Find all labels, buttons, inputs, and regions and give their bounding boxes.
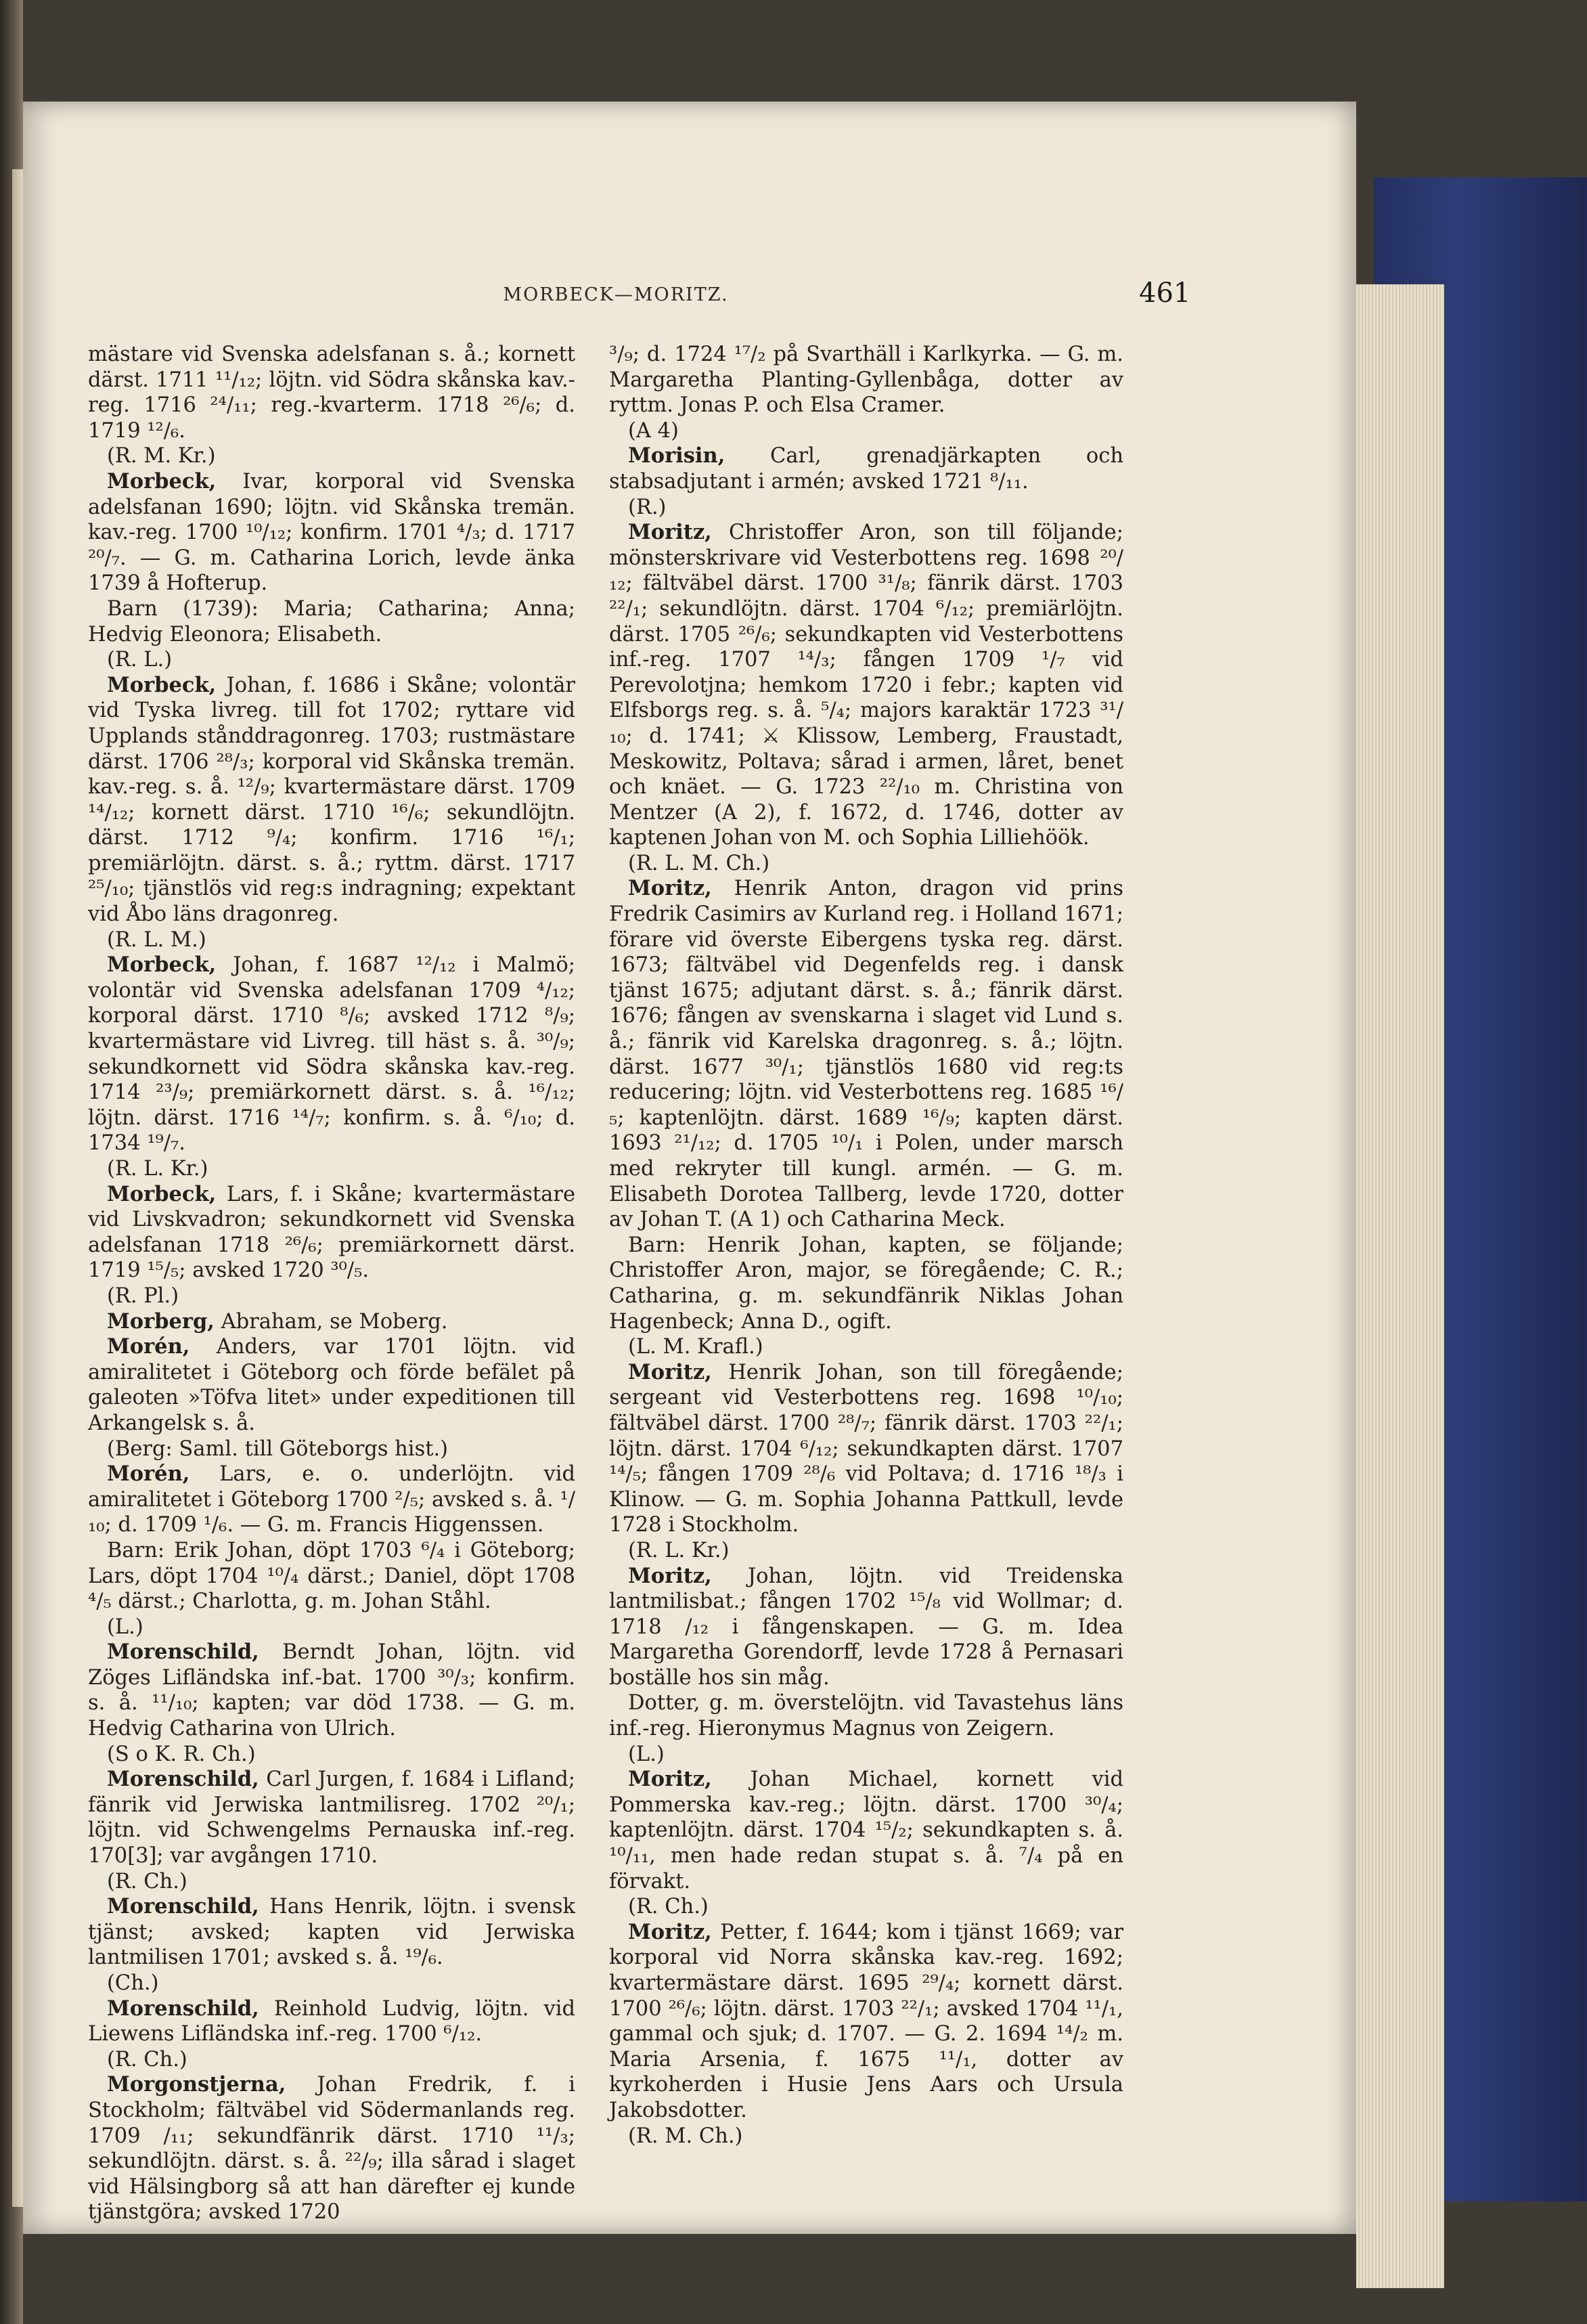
entry-name: Moritz, [628, 1359, 712, 1384]
entry-text: (L.) [628, 1742, 665, 1766]
entry-paragraph [88, 1996, 575, 2047]
entry-name: Morisin, [628, 443, 725, 468]
entry-text: mästare vid Svenska adelsfanan s. å.; kornett därst. 1711 ¹¹/₁₂; löjtn. vid Södra skånska kav.-reg. 1716 ²⁴/₁₁; reg.-kvarterm. 1718 ²⁶/₆; d. 1719 ¹²/₆. [88, 343, 575, 443]
entry-text: Carl, grenadjärkapten och stabsadjutant i armén; avsked 1721 ⁸/₁₁. [609, 444, 1123, 494]
entry-text: Barn: Erik Johan, döpt 1703 ⁶/₄ i Göteborg; Lars, döpt 1704 ¹⁰/₄ därst.; Daniel, döpt 1708 ⁴/₅ därst.; Charlotta, g. m. Johan Ståhl. [88, 1538, 575, 1614]
entry-paragraph [88, 596, 575, 647]
entry-name: Morenschild, [107, 1640, 259, 1665]
entry-paragraph [609, 1233, 1123, 1334]
entry-paragraph [88, 1767, 575, 1868]
entry-text: (R. Ch.) [107, 1869, 187, 1893]
entry-paragraph [88, 1869, 575, 1895]
entry-text: Abraham, se Moberg. [214, 1309, 448, 1334]
entry-text: Anders, var 1701 löjtn. vid amiralitetet i Göteborg och förde befälet på galeoten »Töfva litet» under expeditionen till Arkangelsk s. å. [88, 1335, 575, 1435]
entry-name: Morenschild, [107, 1894, 259, 1919]
entry-paragraph [609, 1564, 1123, 1691]
entry-paragraph [88, 952, 575, 1156]
entry-text: (L. M. Krafl.) [628, 1335, 763, 1359]
entry-paragraph [609, 443, 1123, 494]
entry-text: (R. M. Ch.) [628, 2124, 743, 2148]
entry-name: Morberg, [107, 1309, 215, 1334]
entry-paragraph [609, 1742, 1123, 1768]
entry-text: Reinhold Ludvig, löjtn. vid Liewens Lifländska inf.-reg. 1700 ⁶/₁₂. [88, 1996, 575, 2046]
entry-paragraph [609, 342, 1123, 418]
entry-paragraph [88, 1894, 575, 1971]
entry-paragraph [88, 2047, 575, 2073]
entry-paragraph [88, 342, 575, 443]
entry-name: Morén, [107, 1334, 190, 1359]
entry-text: (R. Ch.) [107, 2047, 187, 2071]
entry-text: Lars, e. o. underlöjtn. vid amiralitetet i Göteborg 1700 ²/₅; avsked s. å. ¹/₁₀; d. 1709 ¹/₆. — G. m. Francis Higgenssen. [88, 1462, 575, 1537]
entry-text: Johan, f. 1686 i Skåne; volontär vid Tyska livreg. till fot 1702; ryttare vid Upplands stånddragonreg. 1703; rustmästare därst. 1706 ²⁸/₃; korporal vid Skånska tremän. kav.-reg. s. å. ¹²/₉; kvartermästare därst. 1709 ¹⁴/₁₂; kornett därst. 1710 ¹⁶/₆; sekundlöjtn. därst. 1712 ⁹/₄; konfirm. 1716 ¹⁶/₁; premiärlöjtn. därst. s. å.; ryttm. därst. 1717 ²⁵/₁₀; tjänstlös vid reg:s indragning; expektant vid Åbo läns dragonreg. [88, 673, 575, 927]
entry-text: Carl Jurgen, f. 1684 i Lifland; fänrik vid Jerwiska lantmilisreg. 1702 ²⁰/₁; löjtn. vid Schwengelms Pernauska inf.-reg. 170[3]; var avgången 1710. [88, 1768, 575, 1868]
entry-name: Morbeck, [107, 952, 217, 978]
entry-paragraph [88, 1462, 575, 1538]
entry-paragraph [609, 1894, 1123, 1920]
entry-text: Johan, löjtn. vid Treidenska lantmilisbat.; fången 1702 ¹⁵/₈ vid Wollmar; d. 1718 /₁₂ i fångenskapen. — G. m. Idea Margaretha Gorendorff, levde 1728 å Pernasari boställe hos sin måg. [609, 1564, 1123, 1690]
entry-text: (Berg: Saml. till Göteborgs hist.) [107, 1437, 449, 1461]
entry-paragraph [609, 1360, 1123, 1538]
entry-text: Berndt Johan, löjtn. vid Zöges Lifländska inf.-bat. 1700 ³⁰/₃; konfirm. s. å. ¹¹/₁₀; kapten; var död 1738. — G. m. Hedvig Catharina von Ulrich. [88, 1640, 575, 1741]
entry-name: Moritz, [628, 876, 712, 901]
entry-text: Petter, f. 1644; kom i tjänst 1669; var korporal vid Norra skånska kav.-reg. 1692; kvartermästare därst. 1695 ²⁹/₄; kornett därst. 1700 ²⁶/₆; löjtn. därst. 1703 ²²/₁; avsked 1704 ¹¹/₁, gammal och sjuk; d. 1707. — G. 2. 1694 ¹⁴/₂ m. Maria Arsenia, f. 1675 ¹¹/₁, dotter av kyrkoherden i Husie Jens Aars och Ursula Jakobsdotter. [609, 1920, 1123, 2122]
entry-text: Johan, f. 1687 ¹²/₁₂ i Malmö; volontär vid Svenska adelsfanan 1709 ⁴/₁₂; korporal därst. 1710 ⁸/₆; avsked 1712 ⁸/₉; kvartermästare vid Livreg. till häst s. å. ³⁰/₉; sekundkornett vid Södra skånska kav.-reg. 1714 ²³/₉; premiärkornett därst. s. å. ¹⁶/₁₂; löjtn. därst. 1716 ¹⁴/₇; konfirm. s. å. ⁶/₁₀; d. 1734 ¹⁹/₇. [88, 953, 575, 1156]
entry-paragraph [609, 1767, 1123, 1894]
entry-text: (R. Pl.) [107, 1284, 179, 1308]
entry-paragraph [88, 1742, 575, 1768]
right-column [609, 342, 1123, 2149]
left-column [88, 342, 575, 2225]
entry-paragraph [609, 1538, 1123, 1564]
entry-text: (R. M. Kr.) [107, 444, 216, 468]
entry-name: Morgonstjerna, [107, 2072, 286, 2097]
entry-text: Dotter, g. m. överstelöjtn. vid Tavastehus läns inf.-reg. Hieronymus Magnus von Zeigern. [609, 1691, 1123, 1741]
entry-text: (L.) [107, 1615, 143, 1639]
entry-name: Morbeck, [107, 468, 217, 494]
entry-text: (R. L.) [107, 648, 173, 672]
entry-paragraph [88, 1437, 575, 1462]
entry-text: Ivar, korporal vid Svenska adelsfanan 1690; löjtn. vid Skånska tremän. kav.-reg. 1700 ¹⁰/₁₂; konfirm. 1701 ⁴/₃; d. 1717 ²⁰/₇. — G. m. Catharina Lorich, levde änka 1739 å Hofterup. [88, 469, 575, 596]
entry-paragraph [88, 1309, 575, 1335]
entry-paragraph [88, 1640, 575, 1741]
entry-text: (R. L. M. Ch.) [628, 851, 770, 875]
entry-name: Moritz, [628, 1919, 712, 1944]
entry-paragraph [88, 2072, 575, 2225]
entry-text: Barn (1739): Maria; Catharina; Anna; Hedvig Eleonora; Elisabeth. [88, 596, 575, 646]
entry-text: (S o K. R. Ch.) [107, 1742, 256, 1766]
entry-name: Morenschild, [107, 1767, 259, 1792]
page-number: 461 [1139, 278, 1191, 309]
entry-paragraph [88, 647, 575, 673]
entry-text: Johan Michael, kornett vid Pommerska kav.-reg.; löjtn. därst. 1700 ³⁰/₄; kaptenlöjtn. därst. 1704 ¹⁵/₂; sekundkapten s. å. ¹⁰/₁₁, men hade redan stupat s. å. ⁷/₄ på en förvakt. [609, 1768, 1123, 1893]
entry-paragraph [88, 1334, 575, 1436]
entry-text: Hans Henrik, löjtn. i svensk tjänst; avsked; kapten vid Jerwiska lantmilisen 1701; avsked s. å. ¹⁹/₆. [88, 1895, 575, 1970]
entry-text: (R. L. Kr.) [107, 1157, 208, 1181]
entry-paragraph [609, 1690, 1123, 1741]
entry-text: Barn: Henrik Johan, kapten, se följande; Christoffer Aron, major, se föregående; C. R.; Catharina, g. m. sekundfänrik Niklas Johan Hagenbeck; Anna D., ogift. [609, 1233, 1123, 1334]
entry-paragraph [88, 927, 575, 953]
entry-text: (R. Ch.) [628, 1895, 709, 1919]
entry-text: Henrik Johan, son till föregående; sergeant vid Vesterbottens reg. 1698 ¹⁰/₁₀; fältväbel därst. 1700 ²⁸/₇; fänrik därst. 1703 ²²/₁; löjtn. därst. 1704 ⁶/₁₂; sekundkapten därst. 1707 ¹⁴/₅; fången 1709 ²⁸/₆ vid Poltava; d. 1716 ¹⁸/₃ i Klinow. — G. m. Sophia Johanna Pattkull, levde 1728 i Stockholm. [609, 1360, 1123, 1537]
entry-paragraph [609, 495, 1123, 521]
entry-paragraph [88, 469, 575, 596]
entry-text: (Ch.) [107, 1971, 159, 1995]
entry-text: ³/₉; d. 1724 ¹⁷/₂ på Svarthäll i Karlkyrka. — G. m. Margaretha Planting-Gyllenbåga, dotter av ryttm. Jonas P. och Elsa Cramer. [609, 343, 1123, 418]
page-stack-edge [1356, 284, 1444, 2288]
entry-paragraph [609, 876, 1123, 1232]
entry-paragraph [88, 1182, 575, 1284]
entry-paragraph [609, 418, 1123, 444]
entry-paragraph [609, 851, 1123, 877]
running-head: MORBECK—MORITZ. [503, 284, 729, 305]
entry-name: Morén, [107, 1462, 190, 1487]
entry-text: (R. L. M.) [107, 927, 206, 952]
entry-paragraph [88, 1156, 575, 1182]
entry-name: Moritz, [628, 1563, 712, 1588]
entry-name: Morbeck, [107, 672, 217, 697]
entry-paragraph [609, 1334, 1123, 1360]
entry-text: Christoffer Aron, son till följande; mönsterskrivare vid Vesterbottens reg. 1698 ²⁰/₁₂; fältväbel därst. 1700 ³¹/₈; fänrik därst. 1703 ²²/₁; sekundlöjtn. därst. 1704 ⁶/₁₂; premiärlöjtn. därst. 1705 ²⁶/₆; sekundkapten vid Vesterbottens inf.-reg. 1707 ¹⁴/₃; fången 1709 ¹/₇ vid Perevolotjna; hemkom 1720 i febr.; kapten vid Elfsborgs reg. s. å. ⁵/₄; majors karaktär 1723 ³¹/₁₀; d. 1741; ⚔ Klissow, Lemberg, Fraustadt, Meskowitz, Poltava; sårad i armen, låret, benet och knäet. — G. 1723 ²²/₁₀ m. Christina von Mentzer (A 2), f. 1672, d. 1746, dotter av kaptenen Johan von M. och Sophia Lilliehöök. [609, 521, 1123, 850]
entry-text: (A 4) [628, 418, 679, 443]
entry-name: Morbeck, [107, 1181, 217, 1206]
entry-text: Johan Fredrik, f. i Stockholm; fältväbel vid Södermanlands reg. 1709 /₁₁; sekundfänrik därst. 1710 ¹¹/₃; sekundlöjtn. därst. s. å. ²²/₉; illa sårad i slaget vid Hälsingborg så att han därefter ej kunde tjänstgöra; avsked 1720 [88, 2073, 575, 2224]
entry-paragraph [88, 1615, 575, 1640]
entry-text: (R.) [628, 495, 667, 519]
entry-paragraph [88, 1971, 575, 1996]
entry-name: Morenschild, [107, 1996, 259, 2021]
entry-paragraph [88, 1284, 575, 1309]
entry-name: Moritz, [628, 1767, 712, 1792]
entry-paragraph [88, 673, 575, 927]
entry-text: Lars, f. i Skåne; kvartermästare vid Livskvadron; sekundkornett vid Svenska adelsfanan 1718 ²⁶/₆; premiärkornett därst. 1719 ¹⁵/₅; avsked 1720 ³⁰/₅. [88, 1182, 575, 1283]
entry-text: Henrik Anton, dragon vid prins Fredrik Casimirs av Kurland reg. i Holland 1671; förare vid överste Eibergens tyska reg. därst. 1673; fältväbel vid Degenfelds reg. i dansk tjänst 1675; adjutant därst. s. å.; fänrik därst. 1676; fången av svenskarna i slaget vid Lund s. å.; fänrik vid Karelska dragonreg. s. å.; löjtn. därst. 1677 ³⁰/₁; tjänstlös 1680 vid reg:ts reducering; löjtn. vid Vesterbottens reg. 1685 ¹⁶/₅; kaptenlöjtn. därst. 1689 ¹⁶/₉; kapten därst. 1693 ²¹/₁₂; d. 1705 ¹⁰/₁ i Polen, under marsch med rekryter till kungl. armén. — G. m. Elisabeth Dorotea Tallberg, levde 1720, dotter av Johan T. (A 1) och Catharina Meck. [609, 877, 1124, 1232]
entry-paragraph [609, 2124, 1123, 2149]
entry-paragraph [88, 1538, 575, 1615]
entry-paragraph [88, 443, 575, 469]
entry-text: (R. L. Kr.) [628, 1538, 730, 1562]
entry-name: Moritz, [628, 520, 712, 545]
entry-paragraph [609, 1920, 1123, 2124]
entry-paragraph [609, 520, 1123, 851]
